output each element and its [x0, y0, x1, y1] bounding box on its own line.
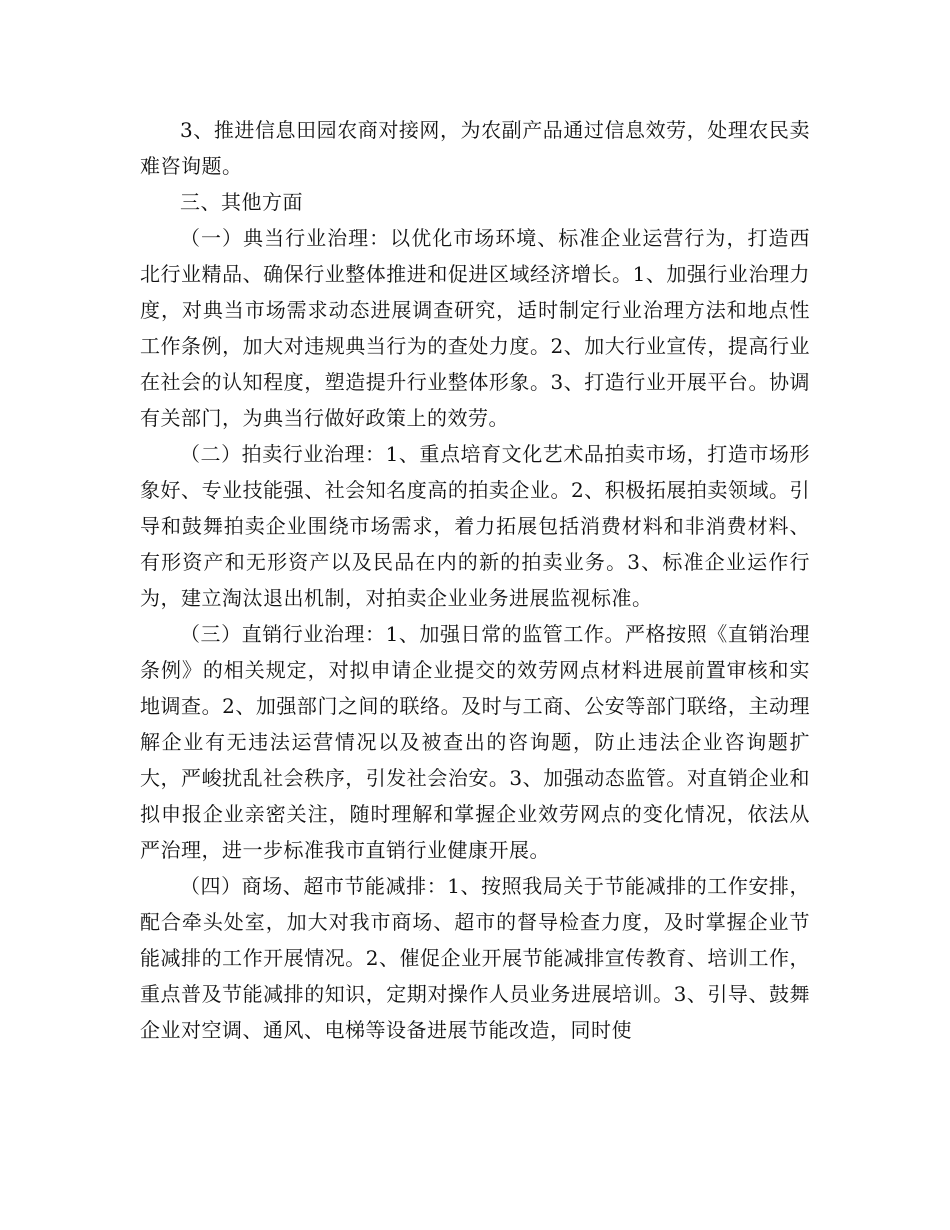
paragraph-pawn-industry: （一）典当行业治理：以优化市场环境、标准企业运营行为，打造西北行业精品、确保行业整体推进和促进区域经济增长。1、加强行业治理力度，对典当市场需求动态进展调查研究，适时制定行业治理方法和地点性工作条例，加大对违规典当行为的查处力度。2、加大行业宣传，提高行业在社会的认知程度，塑造提升行业整体形象。3、打造行业开展平台。协调有关部门，为典当行做好政策上的效劳。: [140, 226, 810, 430]
paragraph-energy-saving: （四）商场、超市节能减排：1、按照我局关于节能减排的工作安排，配合牵头处室，加大对我市商场、超市的督导检查力度，及时掌握企业节能减排的工作开展情况。2、催促企业开展节能减排宣传教育、培训工作，重点普及节能减排的知识，定期对操作人员业务进展培训。3、引导、鼓舞企业对空调、通风、电梯等设备进展节能改造，同时使: [140, 874, 810, 1042]
document-body: [140, 112, 810, 1048]
paragraph-direct-sales-industry: （三）直销行业治理：1、加强日常的监管工作。严格按照《直销治理条例》的相关规定，对拟申请企业提交的效劳网点材料进展前置审核和实地调查。2、加强部门之间的联络。及时与工商、公安等部门联络，主动理解企业有无违法运营情况以及被查出的咨询题，防止违法企业咨询题扩大，严峻扰乱社会秩序，引发社会治安。3、加强动态监管。对直销企业和拟申报企业亲密关注，随时理解和掌握企业效劳网点的变化情况，依法从严治理，进一步标准我市直销行业健康开展。: [140, 622, 810, 862]
paragraph-auction-industry: （二）拍卖行业治理：1、重点培育文化艺术品拍卖市场，打造市场形象好、专业技能强、社会知名度高的拍卖企业。2、积极拓展拍卖领域。引导和鼓舞拍卖企业围绕市场需求，着力拓展包括消费材料和非消费材料、有形资产和无形资产以及民品在内的新的拍卖业务。3、标准企业运作行为，建立淘汰退出机制，对拍卖企业业务进展监视标准。: [140, 442, 810, 610]
section-heading-other-aspects: 三、其他方面: [180, 190, 303, 214]
paragraph-item-3-info-network: 3、推进信息田园农商对接网，为农副产品通过信息效劳，处理农民卖难咨询题。: [140, 118, 810, 178]
